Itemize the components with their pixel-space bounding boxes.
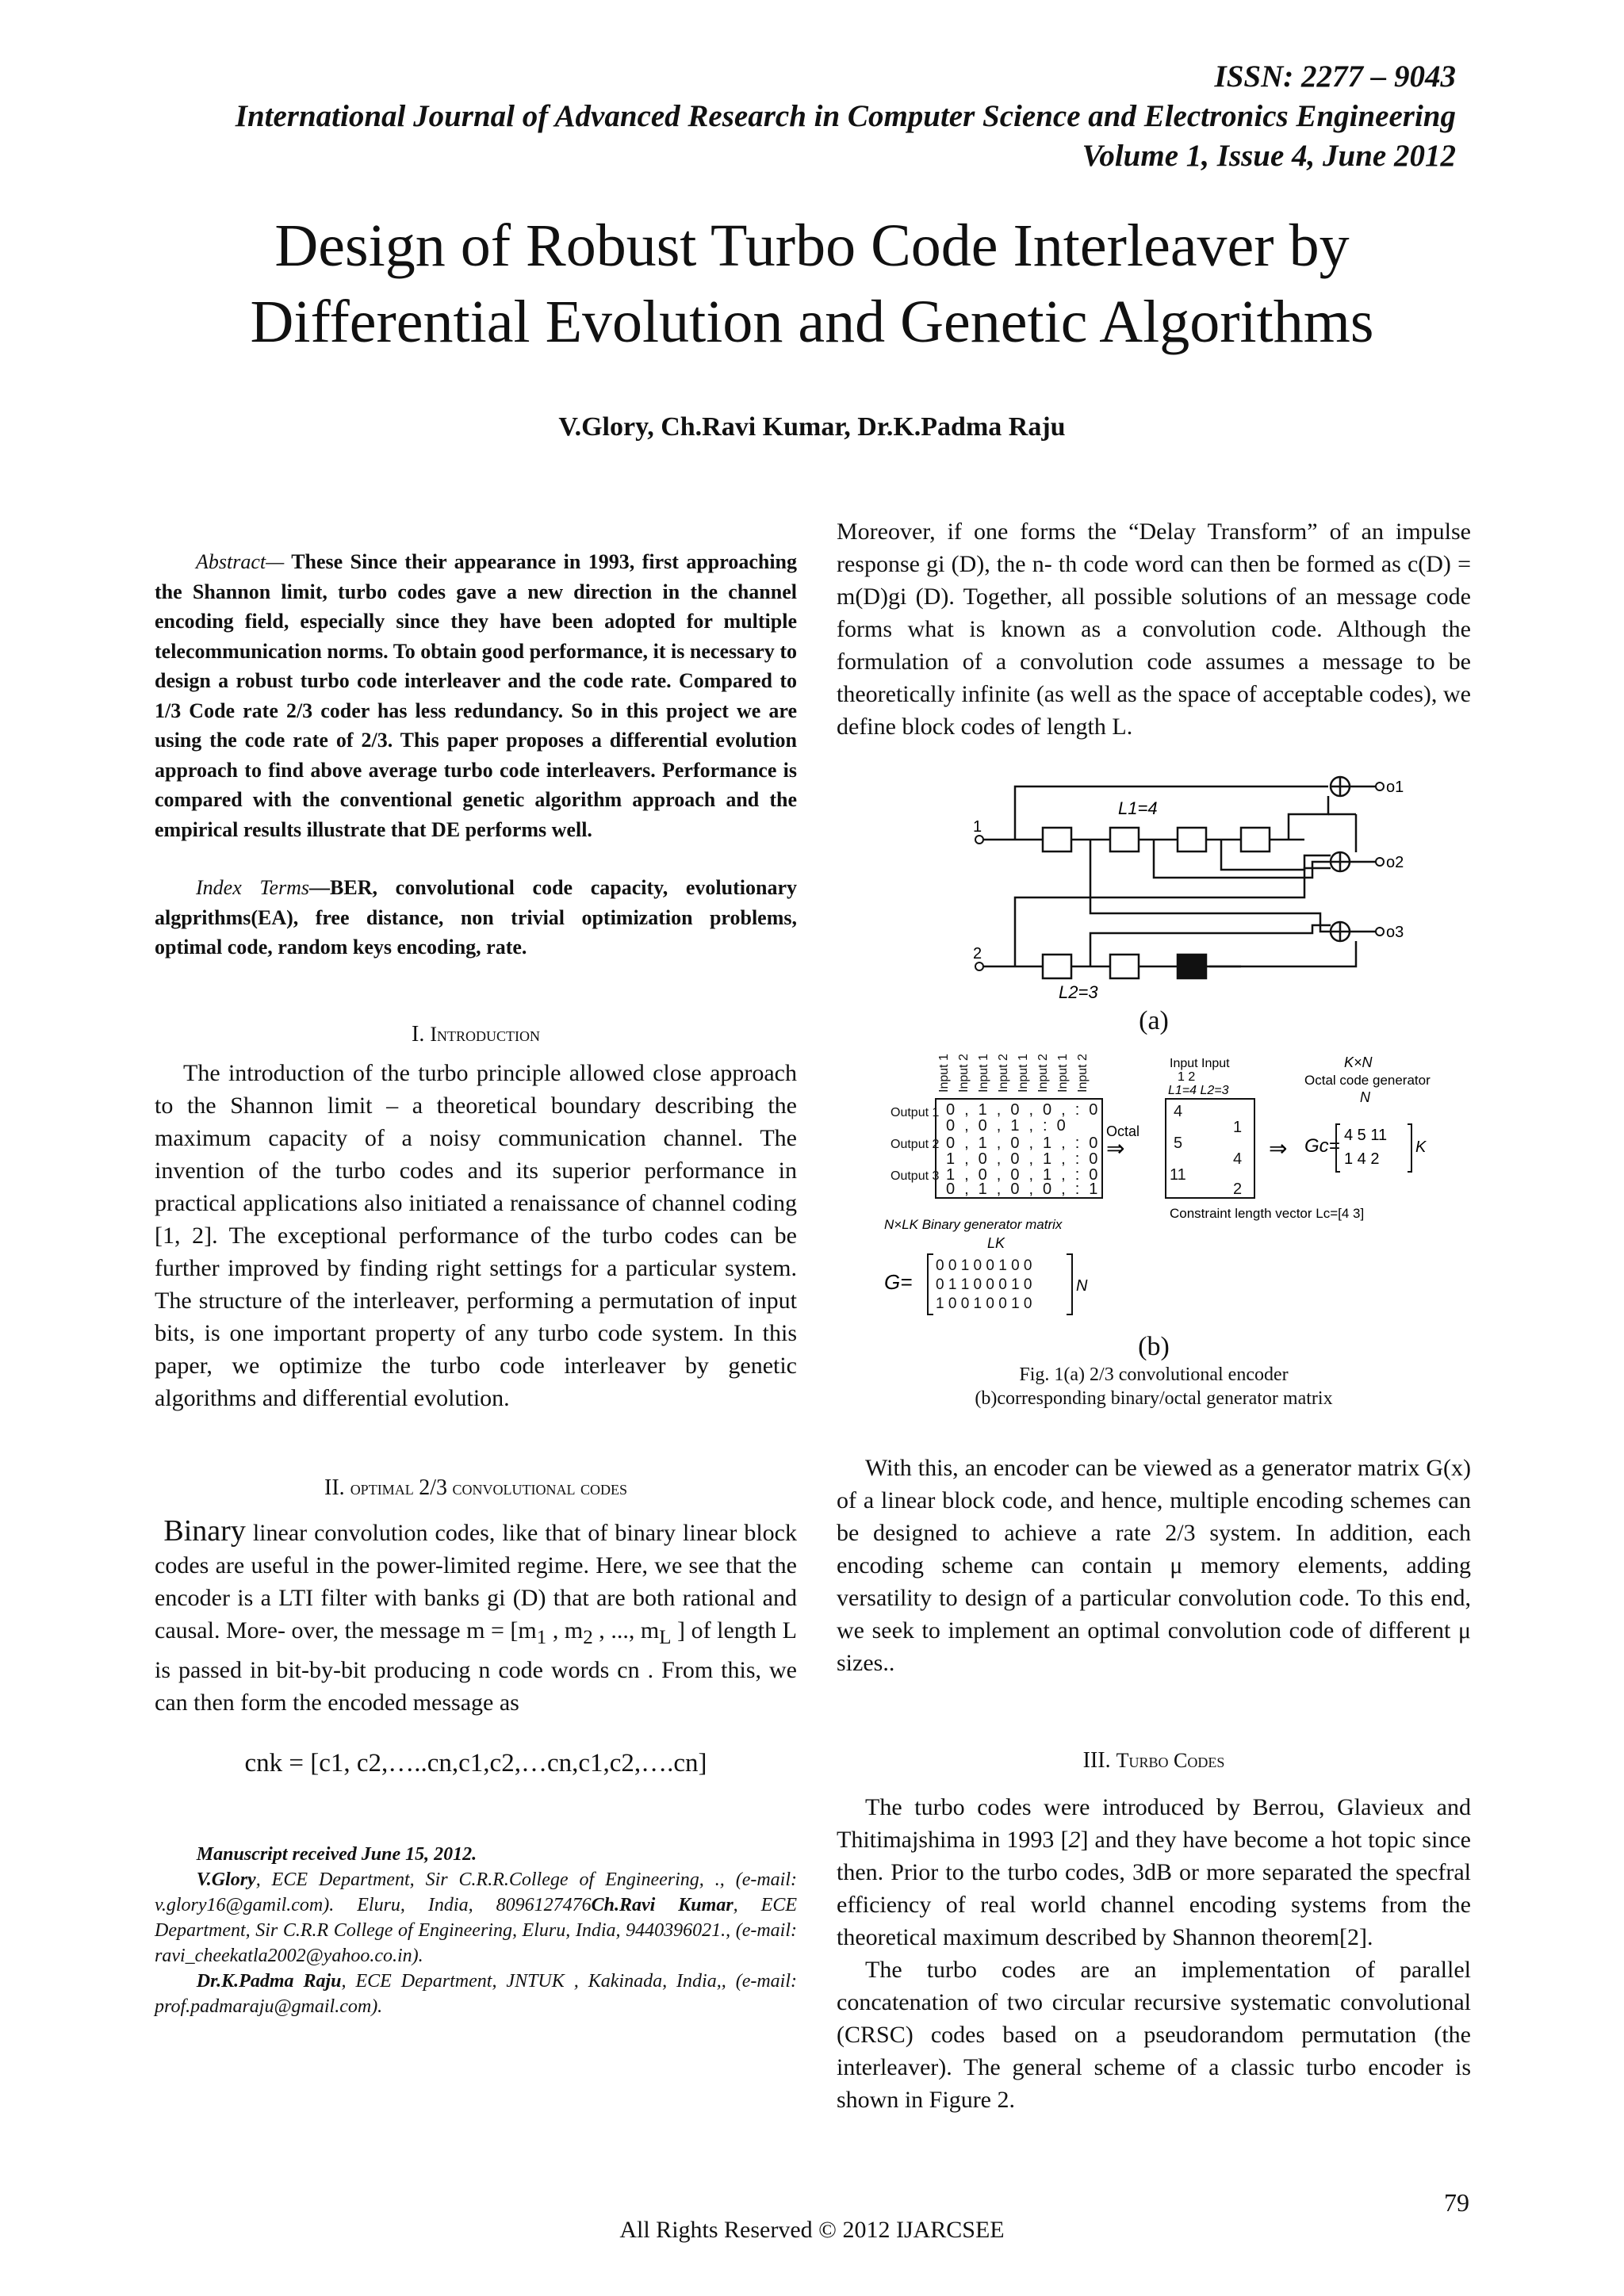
encoder-output-2-label: o2 — [1386, 854, 1404, 871]
sub-1: 1 — [536, 1626, 547, 1648]
issn: ISSN: 2277 – 9043 — [1214, 59, 1456, 94]
octal-cell: 5 — [1174, 1135, 1183, 1152]
figure-label-a: (a) — [1139, 1006, 1169, 1035]
input-1-node — [975, 836, 983, 844]
delay-box — [1241, 828, 1270, 851]
octal-cell: 2 — [1233, 1181, 1243, 1198]
section-2-text-c: , ..., m — [592, 1617, 660, 1644]
generator-matrix-diagram — [837, 1037, 1471, 1330]
footnote-received: Manuscript received June 15, 2012. — [196, 1843, 477, 1865]
footer-rights: All Rights Reserved © 2012 IJARCSEE — [619, 2217, 1005, 2243]
abstract — [155, 547, 797, 844]
delay-box — [1178, 828, 1206, 851]
right-paragraph-2: With this, an encoder can be viewed as a generator matrix G(x) of a linear block code, and hence, multiple encoding schemes can be designed to achieve a rate 2/3 system. In addition, each encoding scheme can contain μ memory elements, adding versatility to design of a particular convolution code. To this end, we seek to implement an optimal convolution code of different μ sizes.. — [837, 1455, 1471, 1676]
footnote-author-2-text: , ECE Department, Sir C.R.R College of Engineering, Eluru, India, 9440396021., (e-mail: ravi_cheekatla2002@yahoo.co.in). — [155, 1894, 798, 1966]
octal-cell: 11 — [1170, 1166, 1186, 1184]
gc-n-label: N — [1360, 1089, 1370, 1105]
col-header: Input 1 — [1056, 1054, 1070, 1093]
encoder-L1-label: L1=4 — [1118, 798, 1158, 818]
figure-caption-line-1: Fig. 1(a) 2/3 convolutional encoder — [1019, 1364, 1289, 1385]
g-row: 1 0 0 1 0 0 1 0 — [936, 1295, 1032, 1312]
encoder-input-2-label: 2 — [973, 945, 982, 962]
bin-row: 0,1,0,0,:1 — [946, 1181, 1108, 1198]
input-2-node — [975, 962, 983, 970]
output-3-node — [1376, 928, 1384, 936]
octal-cell: 1 — [1233, 1119, 1243, 1136]
encoder-output-1-label: o1 — [1386, 779, 1404, 796]
arrow-icon: ⇒ — [1106, 1136, 1125, 1161]
section-2-heading — [155, 1471, 797, 1504]
authors: V.Glory, Ch.Ravi Kumar, Dr.K.Padma Raju — [558, 412, 1066, 442]
abstract-text: These Since their appearance in 1993, first approaching the Shannon limit, turbo codes gave a new direction in the channel encoding field, especially since they have been adopted for multiple telecommunication norms. To obtain good performance, it is necessary to design a robust turbo code interleaver and the code rate. Compared to 1/3 Code rate 2/3 coder has less redundancy. So in this project we are using the code rate of 2/3. This paper proposes a differential evolution approach to find above average turbo code interleavers. Performance is compared with the conventional genetic algorithm approach and the empirical results illustrate that DE performs well. — [155, 550, 797, 841]
col-header: Input 2 — [957, 1054, 971, 1093]
footnote-author-3-block — [155, 1969, 797, 2019]
section-2-number: II. — [324, 1475, 345, 1500]
section-2-text-b: , m — [546, 1617, 584, 1644]
index-terms-label: Index Terms — [196, 876, 310, 899]
section-3-p1-b: ] and they have become a hot topic since then. Prior to the turbo codes, 3dB or more separated the specfral efficiency of real world channel encoding systems from the theoretical maximum described by Shannon theorem[2]. — [837, 1827, 1471, 1950]
page-number: 79 — [1444, 2188, 1469, 2217]
section-3-paragraph-2: The turbo codes are an implementation of parallel concatenation of two circular recursive systematic convolutional (CRSC) codes based on a pseudorandom permutation (the interleaver). The general scheme of a classic turbo encoder is shown in Figure 2. — [837, 1957, 1471, 2113]
section-1-title: Introduction — [430, 1022, 540, 1046]
title-line-1: Design of Robust Turbo Code Interleaver by — [274, 212, 1350, 279]
index-terms — [155, 873, 797, 962]
section-3-p1-a: The turbo codes were introduced by Berrou, Glavieux and Thitimajshima in 1993 [ — [837, 1794, 1471, 1853]
delay-box — [1043, 955, 1071, 978]
title-line-2: Differential Evolution and Genetic Algorithms — [250, 289, 1374, 355]
footnote-author-1-text: , ECE Department, Sir C.R.R.College of Engineering, ., (e-mail: v.glory16@gamil.com). Eluru, India, 8096127476 — [155, 1869, 797, 1915]
footnote-author-3-text: , ECE Department, JNTUK , Kakinada, India,, (e-mail: prof.padmaraju@gmail.com). — [155, 1970, 797, 2017]
constraint-label: Constraint length vector Lc=[4 3] — [1170, 1206, 1365, 1221]
bin-row: 0,1,0,0,:0 — [946, 1101, 1108, 1119]
lk-label: LK — [987, 1235, 1005, 1251]
octal-cell: 4 — [1233, 1150, 1243, 1168]
section-1-text: The introduction of the turbo principle allowed close approach to the Shannon limit – a theoretical boundary describing the maximum capacity of a noisy communication channel. The invention of the turbo codes and its superior performance in practical applications also initiated a renaissance of channel coding [1, 2]. The exceptional performance of the turbo codes can be further improved by finding right settings for a particular system. The structure of the interleaver, performing a permutation of input bits, is one important property of any turbo code system. In this paper, we optimize the turbo code interleaver by genetic algorithms and differential evolution. — [155, 1059, 797, 1411]
section-2-text-d: ] of length L is passed in bit-by-bit producing n code words cn . From this, we can then form the encoded message as — [155, 1617, 797, 1716]
right-column — [837, 515, 1471, 2116]
row-label: Output 1 — [891, 1106, 940, 1119]
footnote-author-1: V.Glory — [196, 1869, 256, 1890]
section-2-text-a: linear convolution codes, like that of binary linear block codes are useful in the power-limited regime. Here, we see that the encoder is a LTI filter with banks gi (D) that are both rational and causal. More- over, the message m = [m — [155, 1519, 797, 1644]
bin-row: 1,0,0,1,:0 — [946, 1150, 1108, 1168]
output-2-node — [1376, 858, 1384, 866]
left-column — [155, 547, 797, 2019]
g-row: 0 1 1 0 0 0 1 0 — [936, 1276, 1032, 1293]
footnote-authors — [155, 1867, 797, 1969]
abstract-label: Abstract— — [196, 550, 285, 573]
octal-L: L1=4 L2=3 — [1168, 1084, 1229, 1097]
section-2-text — [155, 1515, 797, 1719]
bin-row: 0,1,0,1,:0 — [946, 1135, 1108, 1152]
footnote-author-2: Ch.Ravi Kumar — [591, 1894, 733, 1915]
row-label: Output 2 — [891, 1138, 940, 1151]
formula-cnk: cnk = [c1, c2,…..cn,c1,c2,…cn,c1,c2,….cn] — [244, 1748, 707, 1777]
encoder-input-1-label: 1 — [973, 818, 982, 836]
kxn-label: K×N — [1344, 1054, 1373, 1070]
col-header: Input 2 — [1076, 1054, 1090, 1093]
encoder-L2-label: L2=3 — [1059, 982, 1098, 1002]
arrow-icon: ⇒ — [1269, 1136, 1288, 1161]
section-2-title-post: convolutional codes — [446, 1475, 627, 1499]
col-header: Input 1 — [1017, 1054, 1030, 1093]
section-1-heading — [155, 1018, 797, 1050]
delay-box — [1110, 955, 1139, 978]
encoder-output-3-label: o3 — [1386, 924, 1404, 941]
octal-header-2: 1 2 — [1178, 1070, 1196, 1084]
col-header: Input 1 — [937, 1054, 951, 1093]
section-3-p1-ref: 2 — [1068, 1827, 1081, 1853]
section-1-number: I. — [412, 1021, 425, 1047]
col-header: Input 1 — [977, 1054, 990, 1093]
footnote-author-3: Dr.K.Padma Raju — [196, 1970, 342, 1992]
section-2-first-word: Binary — [163, 1513, 246, 1548]
figure-caption-line-2: (b)corresponding binary/octal generator matrix — [975, 1388, 1333, 1409]
bin-row: 1,0,0,1,:0 — [946, 1166, 1108, 1184]
journal-volume: Volume 1, Issue 4, June 2012 — [1082, 139, 1456, 173]
index-terms-text: —BER, convolutional code capacity, evolutionary algprithms(EA), free distance, non trivial optimization problems, optimal code, random keys encoding, rate. — [155, 876, 797, 959]
binary-gen-label: N×LK Binary generator matrix — [884, 1217, 1063, 1232]
output-1-node — [1376, 783, 1384, 790]
section-2-title-frac: 2/3 — [419, 1475, 447, 1500]
col-header: Input 2 — [1036, 1054, 1050, 1093]
octal-cell: 4 — [1174, 1103, 1183, 1120]
g-n-label: N — [1076, 1277, 1088, 1295]
octal-header-1: Input Input — [1170, 1057, 1230, 1070]
delay-box — [1043, 828, 1071, 851]
section-3-heading — [837, 1744, 1471, 1777]
right-paragraph-1: Moreover, if one forms the “Delay Transform” of an impulse response gi (D), the n- th code word can then be formed as c(D) = m(D)gi (D). Together, all possible solutions of an message code forms what is known as a convolution code. Although the formulation of a convolution code assumes a message to be theoretically infinite (as well as the space of acceptable codes), we define block codes of length L. — [837, 519, 1471, 740]
section-3-number: III. — [1082, 1748, 1111, 1773]
col-header: Input 2 — [997, 1054, 1010, 1093]
section-2-title-pre: optimal — [350, 1475, 419, 1499]
gc-row-2: 1 4 2 — [1344, 1150, 1380, 1168]
octal-arrow-label: Octal — [1106, 1123, 1140, 1139]
paper-title — [0, 208, 1624, 360]
journal-name: International Journal of Advanced Research in Computer Science and Electronics Engineering — [235, 99, 1456, 133]
encoder-diagram — [837, 767, 1471, 1004]
row-label: Output 3 — [891, 1169, 940, 1183]
section-3-title: Turbo Codes — [1116, 1749, 1225, 1772]
bin-row: 0,0,1,:0 — [946, 1117, 1075, 1135]
delay-box-filled — [1178, 955, 1206, 978]
section-3-paragraph-1 — [837, 1791, 1471, 1954]
gc-label: Gc= — [1304, 1135, 1340, 1157]
gc-k-label: K — [1415, 1138, 1427, 1156]
figure-label-b: (b) — [1138, 1332, 1170, 1361]
g-label: G= — [884, 1270, 913, 1294]
delay-box — [1110, 828, 1139, 851]
gc-row-1: 4 5 11 — [1344, 1127, 1388, 1144]
octal-gen-label: Octal code generator — [1304, 1073, 1431, 1088]
g-row: 0 0 1 0 0 1 0 0 — [936, 1257, 1032, 1274]
sub-L: L — [659, 1626, 672, 1648]
sub-2: 2 — [583, 1626, 593, 1648]
footnote — [155, 1842, 797, 2019]
